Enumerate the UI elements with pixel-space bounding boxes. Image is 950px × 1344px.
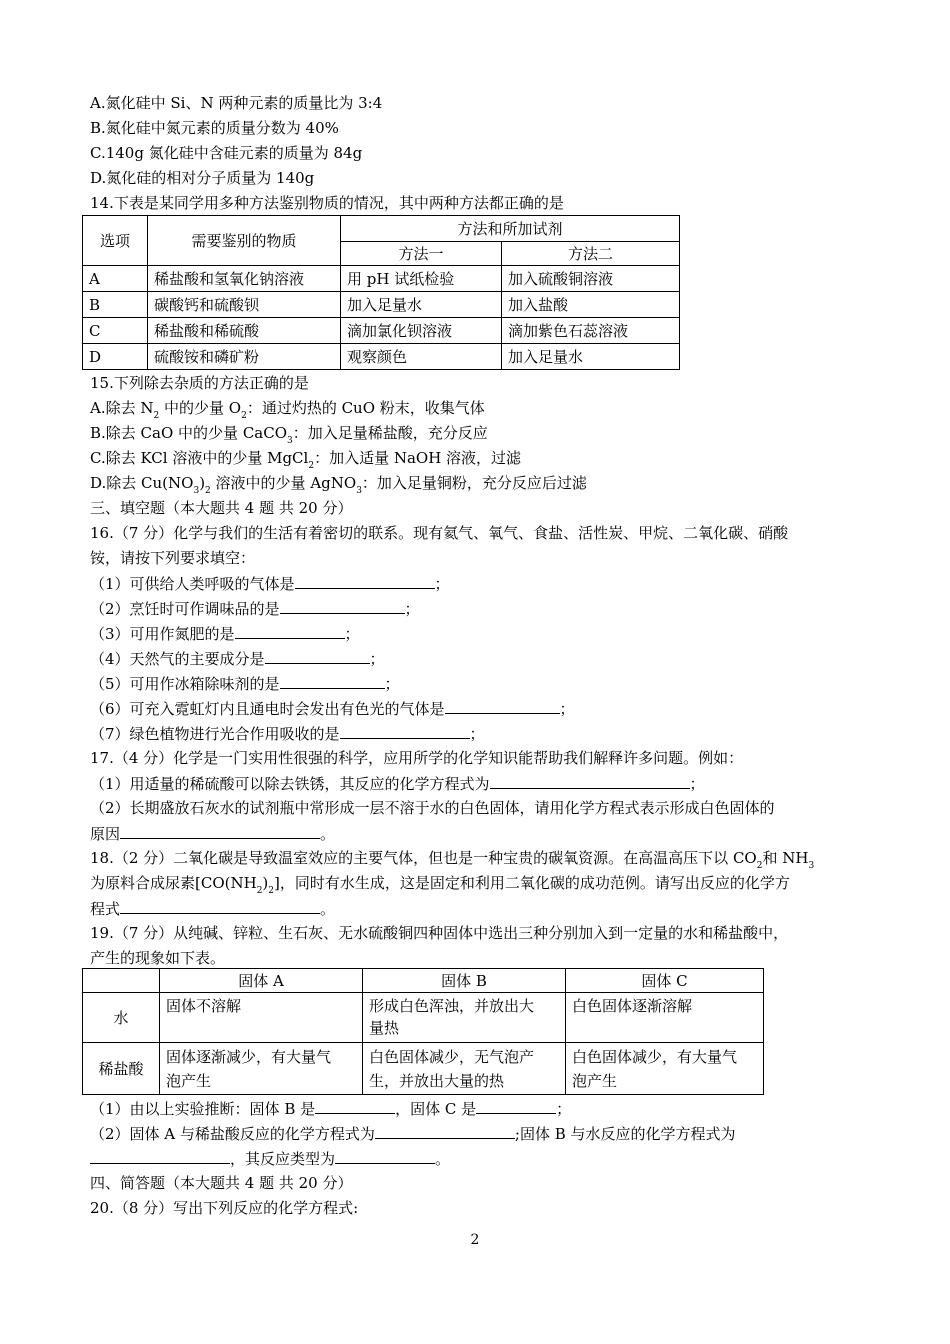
table-row [83, 1043, 764, 1095]
q14-header-method: 方法和所加试剂 [341, 216, 680, 242]
q14-header-option: 选项 [83, 216, 148, 266]
answer-blank[interactable] [120, 897, 320, 914]
table-row [83, 993, 764, 1043]
q19-cell: 固体逐渐减少，有大量气 泡产生 [160, 1043, 363, 1095]
q19-header-solid-b: 固体 B [363, 969, 566, 993]
answer-blank[interactable] [280, 597, 405, 614]
q19-cell: 白色固体减少，无气泡产 生，并放出大量的热 [363, 1043, 566, 1095]
q13-option-a: A.氮化硅中 Si、N 两种元素的质量比为 3:4 [90, 94, 383, 112]
q14-cell-option: A [83, 266, 148, 292]
q14-header-method2: 方法二 [501, 242, 679, 266]
answer-blank[interactable] [295, 572, 435, 589]
answer-blank[interactable] [120, 822, 320, 839]
q14-header-method1: 方法一 [341, 242, 502, 266]
q16-stem-line2: 铵，请按下列要求填空： [90, 549, 256, 567]
q19-item-1: （1）由以上实验推断：固体 B 是 ，固体 C 是 ； [90, 1097, 571, 1120]
q15-option-d: D.除去 $Cu(NO_3)_2$ 溶液中的少量 AgNO$_3$：加入足量铜粉，充分反应后过滤 [90, 474, 587, 496]
q19-stem-line2: 产生的现象如下表。 [90, 949, 226, 967]
q20-stem: 20.（8 分）写出下列反应的化学方程式: [90, 1199, 359, 1217]
answer-blank[interactable] [280, 672, 385, 689]
q14-cell-method2: 加入盐酸 [501, 292, 679, 318]
answer-blank[interactable] [375, 1122, 515, 1139]
table-row [83, 318, 680, 344]
answer-blank[interactable] [235, 622, 345, 639]
q14-cell-method2: 滴加紫色石蕊溶液 [501, 318, 679, 344]
q14-cell-method1: 观察颜色 [341, 344, 502, 370]
q14-cell-substance: 硫酸铵和磷矿粉 [148, 344, 341, 370]
q16-item-7: （7）绿色植物进行光合作用吸收的是 ； [90, 722, 485, 745]
answer-blank[interactable] [90, 1147, 230, 1164]
q19-header-solid-c: 固体 C [566, 969, 764, 993]
q16-item-1: （1）可供给人类呼吸的气体是 ； [90, 572, 450, 595]
q15-option-c: C.除去 KCl 溶液中的少量 MgCl$_2$：加入适量 NaOH 溶液，过滤 [90, 449, 522, 471]
answer-blank[interactable] [315, 1097, 395, 1114]
page-number: 2 [470, 1232, 480, 1248]
q17-item-1: （1）用适量的稀硫酸可以除去铁锈，其反应的化学方程式为 ； [90, 772, 705, 795]
q17-item-2-line2: 原因 。 [90, 822, 335, 845]
answer-blank[interactable] [476, 1097, 556, 1114]
q16-item-2: （2）烹饪时可作调味品的是 ； [90, 597, 420, 620]
q15-option-b: B.除去 CaO 中的少量 CaCO$_3$：加入足量稀盐酸，充分反应 [90, 424, 488, 446]
table-row [83, 292, 680, 318]
q14-cell-method2: 加入硫酸铜溶液 [501, 266, 679, 292]
q16-item-3: （3）可用作氮肥的是 ； [90, 622, 360, 645]
answer-blank[interactable] [340, 722, 470, 739]
q16-item-4: （4）天然气的主要成分是 ； [90, 647, 385, 670]
q14-cell-option: C [83, 318, 148, 344]
section-3-heading: 三、填空题（本大题共 4 题 共 20 分） [90, 499, 353, 517]
q14-cell-method2: 加入足量水 [501, 344, 679, 370]
q16-item-5: （5）可用作冰箱除味剂的是 ； [90, 672, 400, 695]
q14-cell-method1: 滴加氯化钡溶液 [341, 318, 502, 344]
q19-stem-line1: 19.（7 分）从纯碱、锌粒、生石灰、无水硫酸铜四种固体中选出三种分别加入到一定量的水和稀盐酸中， [90, 924, 789, 942]
q14-cell-substance: 碳酸钙和硫酸钡 [148, 292, 341, 318]
q17-item-2-line1: （2）长期盛放石灰水的试剂瓶中常形成一层不溶于水的白色固体，请用化学方程式表示形成白色固体的 [90, 799, 775, 817]
answer-blank[interactable] [490, 772, 690, 789]
answer-blank[interactable] [445, 697, 560, 714]
q19-item-2: （2）固体 A 与稀盐酸反应的化学方程式为 ;固体 B 与水反应的化学方程式为 [90, 1122, 736, 1145]
q13-option-c: C.140g 氮化硅中含硅元素的质量为 84g [90, 144, 363, 162]
q18-line2: 为原料合成尿素$[CO(NH_2)_2]$，同时有水生成，这是固定和利用二氧化碳的成功范例。请写出反应的化学方 [90, 874, 790, 896]
table-row [83, 344, 680, 370]
q19-cell: 固体不溶解 [160, 993, 363, 1043]
q17-stem: 17.（4 分）化学是一门实用性很强的科学，应用所学的化学知识能帮助我们解释许多问题。例如： [90, 749, 744, 767]
q19-header-empty [83, 969, 160, 993]
answer-blank[interactable] [265, 647, 370, 664]
answer-blank[interactable] [335, 1147, 435, 1164]
q19-cell: 白色固体减少，有大量气 泡产生 [566, 1043, 764, 1095]
q19-row-label-acid: 稀盐酸 [83, 1043, 160, 1095]
q13-option-d: D.氮化硅的相对分子质量为 140g [90, 169, 315, 187]
q14-cell-substance: 稀盐酸和稀硫酸 [148, 318, 341, 344]
q14-stem: 14.下表是某同学用多种方法鉴别物质的情况，其中两种方法都正确的是 [90, 194, 564, 212]
q14-cell-method1: 加入足量水 [341, 292, 502, 318]
q19-header-solid-a: 固体 A [160, 969, 363, 993]
q16-stem-line1: 16.（7 分）化学与我们的生活有着密切的联系。现有氦气、氧气、食盐、活性炭、甲烷、二氧化碳、硝酸 [90, 524, 789, 542]
q19-table [82, 968, 764, 1095]
table-row [83, 266, 680, 292]
q13-option-b: B.氮化硅中氮元素的质量分数为 40% [90, 119, 339, 137]
q18-line3: 程式 。 [90, 897, 335, 920]
q15-option-a: A.除去 $N_2$ 中的少量 $O_2$：通过灼热的 CuO 粉末，收集气体 [90, 399, 485, 421]
q14-cell-substance: 稀盐酸和氢氧化钠溶液 [148, 266, 341, 292]
q14-cell-option: D [83, 344, 148, 370]
q19-row-label-water: 水 [83, 993, 160, 1043]
q18-line1: 18.（2 分）二氧化碳是导致温室效应的主要气体，但也是一种宝贵的碳氧资源。在高温高压下以 $CO_2$和 $NH_3$ [90, 849, 815, 871]
q16-item-6: （6）可充入霓虹灯内且通电时会发出有色光的气体是 ； [90, 697, 575, 720]
q19-cell: 形成白色浑浊，并放出大 量热 [363, 993, 566, 1043]
section-4-heading: 四、简答题（本大题共 4 题 共 20 分） [90, 1174, 353, 1192]
q15-stem: 15.下列除去杂质的方法正确的是 [90, 374, 309, 392]
q19-cell: 白色固体逐渐溶解 [566, 993, 764, 1043]
q14-table [82, 215, 680, 370]
q14-header-substance: 需要鉴别的物质 [148, 216, 341, 266]
q14-cell-option: B [83, 292, 148, 318]
q19-item-2-cont: ，其反应类型为 。 [90, 1147, 450, 1170]
q14-cell-method1: 用 pH 试纸检验 [341, 266, 502, 292]
